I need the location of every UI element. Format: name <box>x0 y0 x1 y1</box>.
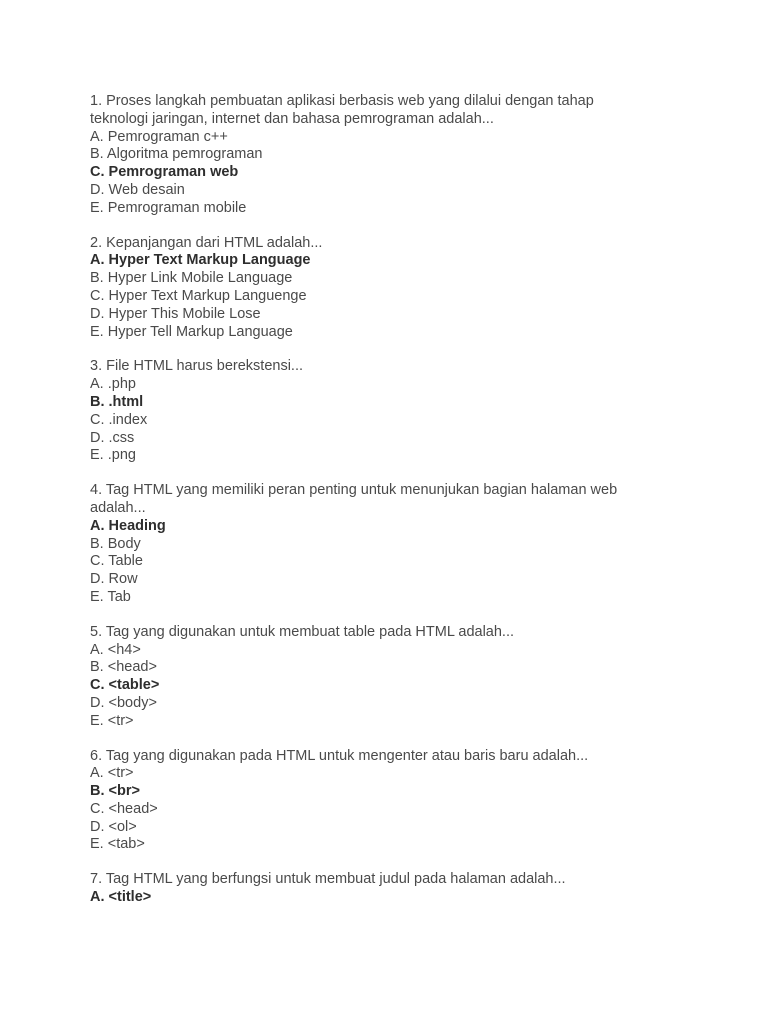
option-a: A. Pemrograman c++ <box>90 128 228 145</box>
quiz-document <box>90 93 690 924</box>
question-text: 7. Tag HTML yang berfungsi untuk membuat judul pada halaman adalah... <box>90 871 566 888</box>
question-5 <box>90 624 690 731</box>
option-a: A. .php <box>90 376 136 393</box>
option-c: C. .index <box>90 411 148 428</box>
option-c: C. <head> <box>90 800 158 817</box>
option-e: E. <tr> <box>90 712 134 729</box>
option-e: E. Pemrograman mobile <box>90 199 247 216</box>
option-c-correct: C. Pemrograman web <box>90 164 239 181</box>
option-b: B. Algoritma pemrograman <box>90 146 263 163</box>
question-text: 4. Tag HTML yang memiliki peran penting untuk menunjukan bagian halaman web adalah... <box>90 482 618 516</box>
option-c: C. Hyper Text Markup Languenge <box>90 287 307 304</box>
question-3 <box>90 358 690 465</box>
option-e: E. Tab <box>90 588 131 605</box>
option-c: C. Table <box>90 553 143 570</box>
option-d: D. Web desain <box>90 181 185 198</box>
question-7 <box>90 871 690 907</box>
option-d: D. Hyper This Mobile Lose <box>90 305 261 322</box>
option-d: D. Row <box>90 571 138 588</box>
question-6 <box>90 748 690 855</box>
option-b-correct: B. <br> <box>90 783 140 800</box>
option-e: E. .png <box>90 447 136 464</box>
option-a-correct: A. <title> <box>90 889 152 906</box>
option-a: A. <h4> <box>90 641 141 658</box>
option-b: B. <head> <box>90 659 157 676</box>
question-2 <box>90 235 690 342</box>
question-text: 1. Proses langkah pembuatan aplikasi berbasis web yang dilalui dengan tahap teknologi jaringan, internet dan bahasa pemrograman adalah... <box>90 93 594 127</box>
question-text: 3. File HTML harus berekstensi... <box>90 358 304 375</box>
question-text: 2. Kepanjangan dari HTML adalah... <box>90 234 323 251</box>
option-b: B. Hyper Link Mobile Language <box>90 270 293 287</box>
option-a-correct: A. Heading <box>90 517 166 534</box>
option-e: E. <tab> <box>90 836 145 853</box>
question-text: 6. Tag yang digunakan pada HTML untuk mengenter atau baris baru adalah... <box>90 747 589 764</box>
question-text: 5. Tag yang digunakan untuk membuat table pada HTML adalah... <box>90 623 515 640</box>
option-a: A. <tr> <box>90 765 134 782</box>
option-c-correct: C. <table> <box>90 677 160 694</box>
question-1 <box>90 93 690 218</box>
option-d: D. <body> <box>90 694 157 711</box>
option-e: E. Hyper Tell Markup Language <box>90 323 293 340</box>
option-d: D. .css <box>90 429 135 446</box>
option-a-correct: A. Hyper Text Markup Language <box>90 252 311 269</box>
option-b-correct: B. .html <box>90 393 144 410</box>
option-d: D. <ol> <box>90 818 137 835</box>
option-b: B. Body <box>90 535 141 552</box>
question-4 <box>90 482 690 607</box>
